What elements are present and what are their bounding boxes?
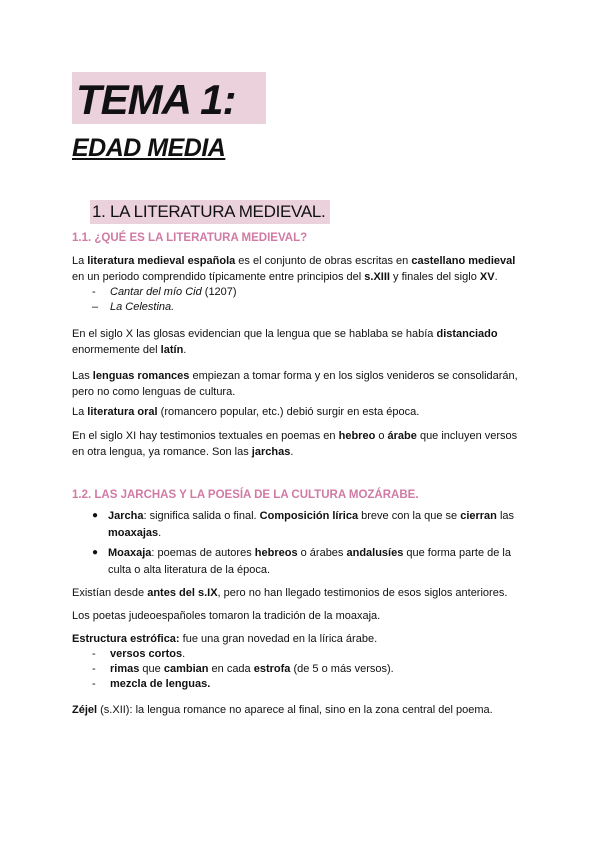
list-item: versos cortos. — [110, 648, 186, 660]
paragraph-2: En el siglo X las glosas evidencian que la lengua que se hablaba se había distanciado enormemente del latín. — [72, 328, 498, 356]
page-title: TEMA 1: — [76, 76, 236, 123]
subsection-heading-2: 1.2. LAS JARCHAS Y LA POESÍA DE LA CULTURA MOZÁRABE. — [72, 489, 419, 501]
list-dash: – — [92, 301, 99, 313]
list-dash: - — [92, 286, 96, 298]
bullet-icon: ● — [92, 510, 99, 521]
paragraph-5: En el siglo XI hay testimonios textuales en poemas en hebreo o árabe que incluyen versos en otra lengua, ya romance. Son las jarchas. — [72, 430, 518, 458]
paragraph-3: Las lenguas romances empiezan a tomar forma y en los siglos venideros se consolidarán, pero no como lenguas de cultura. — [72, 370, 518, 398]
list-item: rimas que cambian en cada estrofa (de 5 o más versos). — [110, 663, 394, 675]
bullet-icon: ● — [92, 547, 99, 558]
list-dash: - — [92, 663, 96, 675]
paragraph-6: Existían desde antes del s.IX, pero no han llegado testimonios de esos siglos anteriores. — [72, 587, 508, 599]
list-item: La Celestina. — [110, 301, 175, 313]
list-item: mezcla de lenguas. — [110, 678, 211, 690]
paragraph-8: Estructura estrófica: fue una gran novedad en la lírica árabe. — [72, 633, 378, 645]
paragraph-9: Zéjel (s.XII): la lengua romance no aparece al final, sino en la zona central del poema. — [72, 704, 493, 716]
paragraph-4: La literatura oral (romancero popular, etc.) debió surgir en esta época. — [72, 406, 420, 418]
paragraph-1: La literatura medieval española es el conjunto de obras escritas en castellano medieval en un periodo comprendido típicamente entre principios del s.XIII y finales del siglo XV. — [72, 255, 516, 283]
bullet-item-jarcha: Jarcha: significa salida o final. Composición lírica breve con la que se cierran las moaxajas. — [108, 510, 515, 539]
bullet-item-moaxaja: Moaxaja: poemas de autores hebreos o árabes andalusíes que forma parte de la culta o alta literatura de la época. — [108, 547, 511, 576]
list-item: Cantar del mío Cid (1207) — [110, 286, 237, 298]
list-dash: - — [92, 678, 96, 690]
section-heading: 1. LA LITERATURA MEDIEVAL. — [92, 202, 326, 221]
paragraph-7: Los poetas judeoespañoles tomaron la tradición de la moaxaja. — [72, 610, 381, 622]
list-dash: - — [92, 648, 96, 660]
subsection-heading-1: 1.1. ¿QUÉ ES LA LITERATURA MEDIEVAL? — [72, 232, 308, 244]
page-subtitle: EDAD MEDIA — [72, 134, 226, 162]
